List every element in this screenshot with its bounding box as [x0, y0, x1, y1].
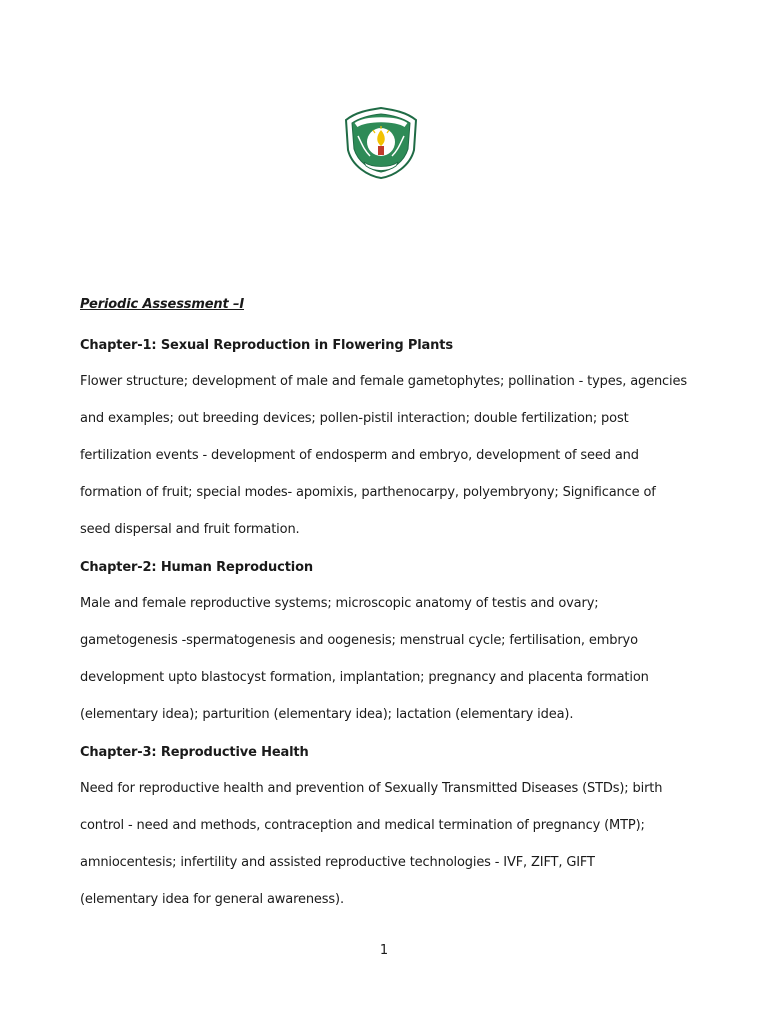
chapter-3-heading: Chapter-3: Reproductive Health: [80, 745, 309, 760]
section-title: Periodic Assessment –I: [80, 297, 245, 312]
chapter-1-line: seed dispersal and fruit formation.: [80, 522, 300, 537]
chapter-3-line: Need for reproductive health and prevention of Sexually Transmitted Diseases (STDs); birth: [80, 781, 663, 796]
chapter-3-line: (elementary idea for general awareness).: [80, 892, 344, 907]
chapter-2-line: gametogenesis -spermatogenesis and oogenesis; menstrual cycle; fertilisation, embryo: [80, 633, 638, 648]
chapter-2-line: (elementary idea); parturition (elementary idea); lactation (elementary idea).: [80, 707, 574, 722]
page-number: 1: [379, 943, 389, 958]
chapter-1-heading: Chapter-1: Sexual Reproduction in Flowering Plants: [80, 338, 453, 353]
chapter-3-line: control - need and methods, contraception and medical termination of pregnancy (MTP);: [80, 818, 645, 833]
chapter-1-line: fertilization events - development of endosperm and embryo, development of seed and: [80, 448, 639, 463]
chapter-2-line: development upto blastocyst formation, implantation; pregnancy and placenta formation: [80, 670, 649, 685]
chapter-3-line: amniocentesis; infertility and assisted reproductive technologies - IVF, ZIFT, GIFT: [80, 855, 595, 870]
chapter-1-line: and examples; out breeding devices; pollen-pistil interaction; double fertilization; post: [80, 411, 629, 426]
chapter-1-line: Flower structure; development of male and female gametophytes; pollination - types, agencies: [80, 374, 687, 389]
chapter-1-line: formation of fruit; special modes- apomixis, parthenocarpy, polyembryony; Significance of: [80, 485, 656, 500]
chapter-2-heading: Chapter-2: Human Reproduction: [80, 560, 313, 575]
school-crest-logo-icon: [342, 106, 420, 180]
chapter-2-line: Male and female reproductive systems; microscopic anatomy of testis and ovary;: [80, 596, 599, 611]
